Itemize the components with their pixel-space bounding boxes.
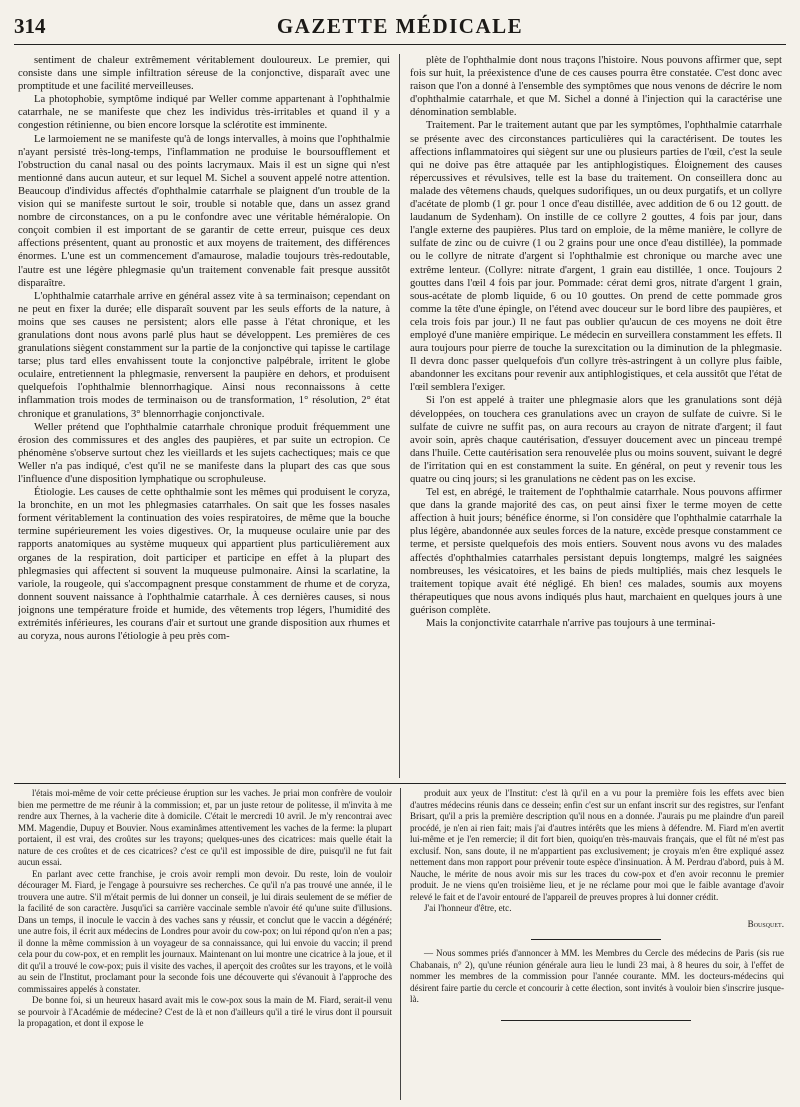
paragraph: Weller prétend que l'ophthalmie catarrhale chronique produit fréquemment une érosion des commissures et des angles des paupières, et par suite un ectropion. Ce phénomène s'observe surtout chez les vieillards et les sujets cachectiques; mais ce que Weller n'a pas indiqué, c'est qu'il ne se manifeste dans la plupart des cas que sous l'influence d'une disposition lymphatique ou scrophuleuse. bbox=[18, 421, 390, 485]
column-divider bbox=[399, 54, 400, 778]
paragraph: Mais la conjonctivite catarrhale n'arrive pas toujours à une terminai- bbox=[426, 618, 716, 630]
paragraph: Traitement. Par le traitement autant que par les symptômes, l'ophthalmie catarrhale se présente avec des circonstances particulières qui la caractérisent. De toutes les affections inflammatoires qui siègent sur une ou plusieurs parties de l'œil, c'est la seule qui ne doive pas être attaquée par les antiphlogistiques. Éloignement des causes répercussives et révulsives, telle est la base du traitement. On conseillera donc au malade des vêtemens chauds, quelques sudorifiques, un ou deux purgatifs, et un collyre d'acétate de plomb (1 gr. pour 1 once d'eau distillée, avec addition de 6 ou 12 goutt. de laudanum de Sydenham). On instille de ce collyre 2 gouttes, 4 fois par jour, dans l'angle externe des paupières. Plus tard on emploie, de la même manière, le collyre de sulfate de zinc ou de cuivre (1 ou 2 grains pour une once d'eau distillée), la pommade ou le collyre de nitrate d'argent si l'ophthalmie est chronique ou marche avec une extrême lenteur. (Collyre: nitrate d'argent, 1 grain eau distillée, 1 once. Toujours 2 gouttes dans l'œil 4 fois par jour. Pommade: cérat demi gros, nitrate d'argent 1 grain, sous-acétate de plomb liquide, 6 ou 10 gouttes. On prend de cette pommade gros comme la tête d'une épingle, on l'étend avec douceur sur le bord libre des paupières, et cela trois fois par jour.) Il ne faut pas oublier qu'aucun de ces moyens ne doit être employé d'une manière empirique. Le médecin en surveillera constamment les effets. Il aura toujours pour pierre de touche la surexcitation ou la diminution de la phlegmasie. Il devra donc passer quelquefois d'un collyre très-astringent à un collyre plus faible, abandonner les excitans pour revenir aux antiphlogistiques, et cela aussitôt que l'état de l'œil semblera l'exiger. bbox=[410, 120, 782, 394]
paragraph: La photophobie, symptôme indiqué par Weller comme appartenant à l'ophthalmie catarrhale, ne se manifeste que chez les individus très-irritables et quand il y a congestion rétinienne, ou bien encore lorsque la sclérotite est imminente. bbox=[18, 94, 390, 132]
paragraph: produit aux yeux de l'Institut: c'est là qu'il en a vu pour la première fois les effets avec bien d'autres médecins réunis dans ce dessein; enfin c'est sur un enfant inscrit sur des registres, sur l'enfant Brisart, qu'il a pris la première description qu'il nous en a donnée. J'aurais pu me plaindre d'un pareil procédé, je n'en ai rien fait; mais j'ai d'autres intérêts que les miens à défendre. M. Fiard m'en avertit lui-même et je l'en remercie; il dit fort bien, quoiqu'en très-mauvais français, que el fût né m'est pas exclusif. Non, sans doute, il ne m'appartient pas exclusivement; je croyais m'en être expliqué assez nettement dans mon rapport pour prévenir toute espèce d'insinuation. À M. Perdrau d'abord, puis à M. Nauche, le mérite de nous avoir mis sur les traces du cow-pox et d'en avoir reconnu le premier produit. Je ne viens qu'en troisième lieu, et je ne réclame pour moi que le faible avantage d'avoir relevé le fait et de l'avoir entouré de l'appareil de preuves propres à lui donner crédit. bbox=[410, 788, 784, 902]
paragraph: sentiment de chaleur extrêmement véritablement douloureux. Le premier, qui consiste dans une simple infiltration séreuse de la conjonctive, disparaît avec une promptitude et une facilité merveilleuses. bbox=[18, 55, 390, 93]
section-divider bbox=[14, 783, 786, 784]
paragraph: En parlant avec cette franchise, je crois avoir rempli mon devoir. Du reste, loin de vouloir décourager M. Fiard, je l'engage à poursuivre ses recherches. Ce qu'il n'a pas trouvé une année, il le trouvera une autre. S'il m'était permis de lui donner un conseil, je lui dirais seulement de se méfier de la facilité de son caractère. Jusqu'ici sa carrière vaccinale semble n'avoir été qu'une suite d'illusions. Dans un temps, il inocule le vaccin à des vaches sans y réussir, et conclut que le vaccin a dégénéré; une autre fois, il écrit aux médecins de Londres pour avoir du cow-pox; on lui répond qu'on n'en a pas; il donne la même commission à un voyageur de sa connaissance, qui lui envoie du vaccin; il prend cela pour du cow-pox, et en remplit les journaux. Maintenant on lui montre une cicatrice à la joue, et il dit qu'il a trouvé le cow-pox; puis il visite des vaches, il aperçoit des croûtes sur les trayons, et le voilà au sein de l'Institut, proclamant pour la seconde fois une découverte qui s'évanouit à l'approche des commissaires appelés à constater. bbox=[18, 868, 392, 994]
paragraph: l'étais moi-même de voir cette précieuse éruption sur les vaches. Je priai mon confrère de vouloir bien me permettre de me réunir à la commission; et, par un juste retour de politesse, il m'invita à me rendre aux Thernes, à la vacherie dite à domicile. C'était le mercredi 10 avril. Je m'y rencontrai avec MM. Magendie, Dupuy et Bouvier. Nous examinâmes attentivement les vaches de la ferme: la plupart portaient, il est vrai, des croûtes sur les trayons; quelques-unes des cicatrices: mais quelle était la nature de ces croûtes et de ces cicatrices? c'est ce qu'il est impossible de dire, puisqu'il ne fut fait aucun essai. bbox=[18, 788, 392, 867]
page-number: 314 bbox=[14, 14, 46, 38]
footer-column-divider bbox=[400, 788, 401, 1100]
notice-paragraph: — Nous sommes priés d'annoncer à MM. les Membres du Cercle des médecins de Paris (sis rue Chabanais, n° 2), qu'une réunion générale aura lieu le lundi 23 mai, à 8 heures du soir, à l'effet de nommer les membres de la commission pour l'année courante. MM. les docteurs-médecins qui désirent faire partie du cercle et concourir à cette élection, sont invités à vouloir bien s'inscrire jusque-là. bbox=[410, 948, 784, 1004]
signature: Bousquet. bbox=[747, 918, 784, 929]
notice-divider bbox=[531, 939, 661, 940]
footer-left-column bbox=[18, 788, 392, 1100]
paragraph: Tel est, en abrégé, le traitement de l'ophthalmie catarrhale. Nous pouvons affirmer que dans la grande majorité des cas, on peut ainsi fixer le terme moyen de cette affection à huit jours; bénéfice énorme, si l'on considère que l'ophthalmie catarrhale la plus légère, abandonnée aux seules forces de la nature, excède presque constamment ce terme, et persiste quelquefois des mois entiers. Souvent nous avons vu des malades affectés d'ophthalmies catarrhales persistant depuis longtemps, malgré les saignées nombreuses, les vésicatoires, et les bains de pieds multipliés, mais chez lesquels le traitement topique avait été négligé. Eh bien! ces malades, soumis aux moyens thérapeutiques que nous avons indiqués plus haut, marchaient en quelques jours à une guérison complète. bbox=[410, 487, 782, 616]
page-header bbox=[14, 14, 786, 45]
footer-right-column bbox=[410, 788, 784, 1100]
right-column bbox=[410, 54, 782, 778]
journal-title: GAZETTE MÉDICALE bbox=[276, 14, 524, 38]
paragraph: L'ophthalmie catarrhale arrive en général assez vite à sa terminaison; cependant on ne peut en fixer la durée; elle disparaît souvent par les seuls efforts de la nature, à moins que ses causes ne persistent; alors elle passe à l'état chronique, et les granulations dont nous avons parlé plus haut se développent. Les premières de ces granulations siègent constamment sur la partie de la conjonctive qui tapisse le cartilage tarse; plus tard elles envahissent toute la conjonctive palpébrale, irritent le globe oculaire, entretiennent la phlegmasie, renversent la paupière en dehors, et produisent quelquefois l'ophthalmie blennorrhagique. Ainsi nous reconnaissons à cette inflammation trois modes de terminaison ou de transformation, 1° résolution, 2° état chronique et granulations, 3° blennorrhagie conjonctivale. bbox=[18, 290, 390, 420]
paragraph: Le larmoiement ne se manifeste qu'à de longs intervalles, à moins que l'ophthalmie n'ayant persisté très-long-temps, l'inflammation ne produise le boursoufflement et l'obstruction du canal nasal ou des points lacrymaux. Mais il est un signe qui n'est mentionné dans aucun auteur, et sur lequel M. Sichel a souvent appelé notre attention. Beaucoup d'individus affectés d'ophthalmie catarrhale se plaignent d'un trouble de la vision qui se manifeste surtout le soir, trouble si notable que, dans un assez grand nombre de circonstances, on a pu le confondre avec une véritable héméralopie. On conçoit combien il est important de se garantir de cette erreur, puisque ces deux affections présentent, quant au pronostic et aux moyens de traitement, des différences énormes. L'une est un commencement d'amaurose, maladie toujours très-redoutable, l'autre est une légère phlegmasie qu'un traitement convenable fait presque aussitôt disparaître. bbox=[18, 133, 390, 289]
paragraph: plète de l'ophthalmie dont nous traçons l'histoire. Nous pouvons affirmer que, sept fois sur huit, la préexistence d'une de ces causes pourra être constatée. C'est donc avec raison que l'on a donné à l'ensemble des symptômes que nous venons de décrire le nom d'ophthalmie catarrhale, et que M. Sichel a donné à l'injection qui la caractérise une dénomination semblable. bbox=[410, 55, 782, 119]
end-divider bbox=[501, 1020, 691, 1021]
paragraph: Étiologie. Les causes de cette ophthalmie sont les mêmes qui produisent le coryza, la bronchite, en un mot les phlegmasies catarrhales. On sait que les fosses nasales forment véritablement la continuation des voies respiratoires, de même que la bouche termine supérieurement les voies digestives. Or, la muqueuse oculaire unie par des rapports anatomiques au système muqueux qui appartient plus particulièrement aux organes de la respiration, doit participer et participe en effet à la plupart des phlegmasies qui affectent si souvent la muqueuse pulmonaire. Ainsi la scarlatine, la variole, la rougeole, qui s'accompagnent presque constamment de rhume et de coryza, donnent souvent naissance à l'ophthalmie catarrhale. À ces dernières causes, si nous joignons une température froide et humide, des vêtements trop légers, l'humidité des extrémités inférieures, les courans d'air et surtout une grande disposition aux rhumes et au coryza, nous aurons l'étiologie à peu près com- bbox=[18, 487, 390, 643]
paragraph: Si l'on est appelé à traiter une phlegmasie alors que les granulations sont déjà développées, on touchera ces granulations avec un crayon de sulfate de cuivre. Si le sulfate de cuivre ne suffit pas, on aura recours au crayon de nitrate d'argent; il faut avoir soin, après chaque cautérisation, d'essuyer doucement avec un pinceau trempé dans l'huile. Cette cautérisation sera renouvelée plus ou moins souvent, suivant le degré de l'irritation qui en est constamment la suite. En général, on peut y revenir tous les quatre ou cinq jours; si les granulations ne cèdent pas on les excise. bbox=[410, 395, 782, 485]
closing-line: J'ai l'honneur d'être, etc. bbox=[424, 903, 512, 913]
paragraph: De bonne foi, si un heureux hasard avait mis le cow-pox sous la main de M. Fiard, serait-il venu se pourvoir à l'Académie de médecine? C'est de là et non d'ailleurs qu'il a tiré le virus dont il poursuit la propagation, et dont il expose le bbox=[18, 995, 392, 1028]
left-column bbox=[18, 54, 390, 778]
